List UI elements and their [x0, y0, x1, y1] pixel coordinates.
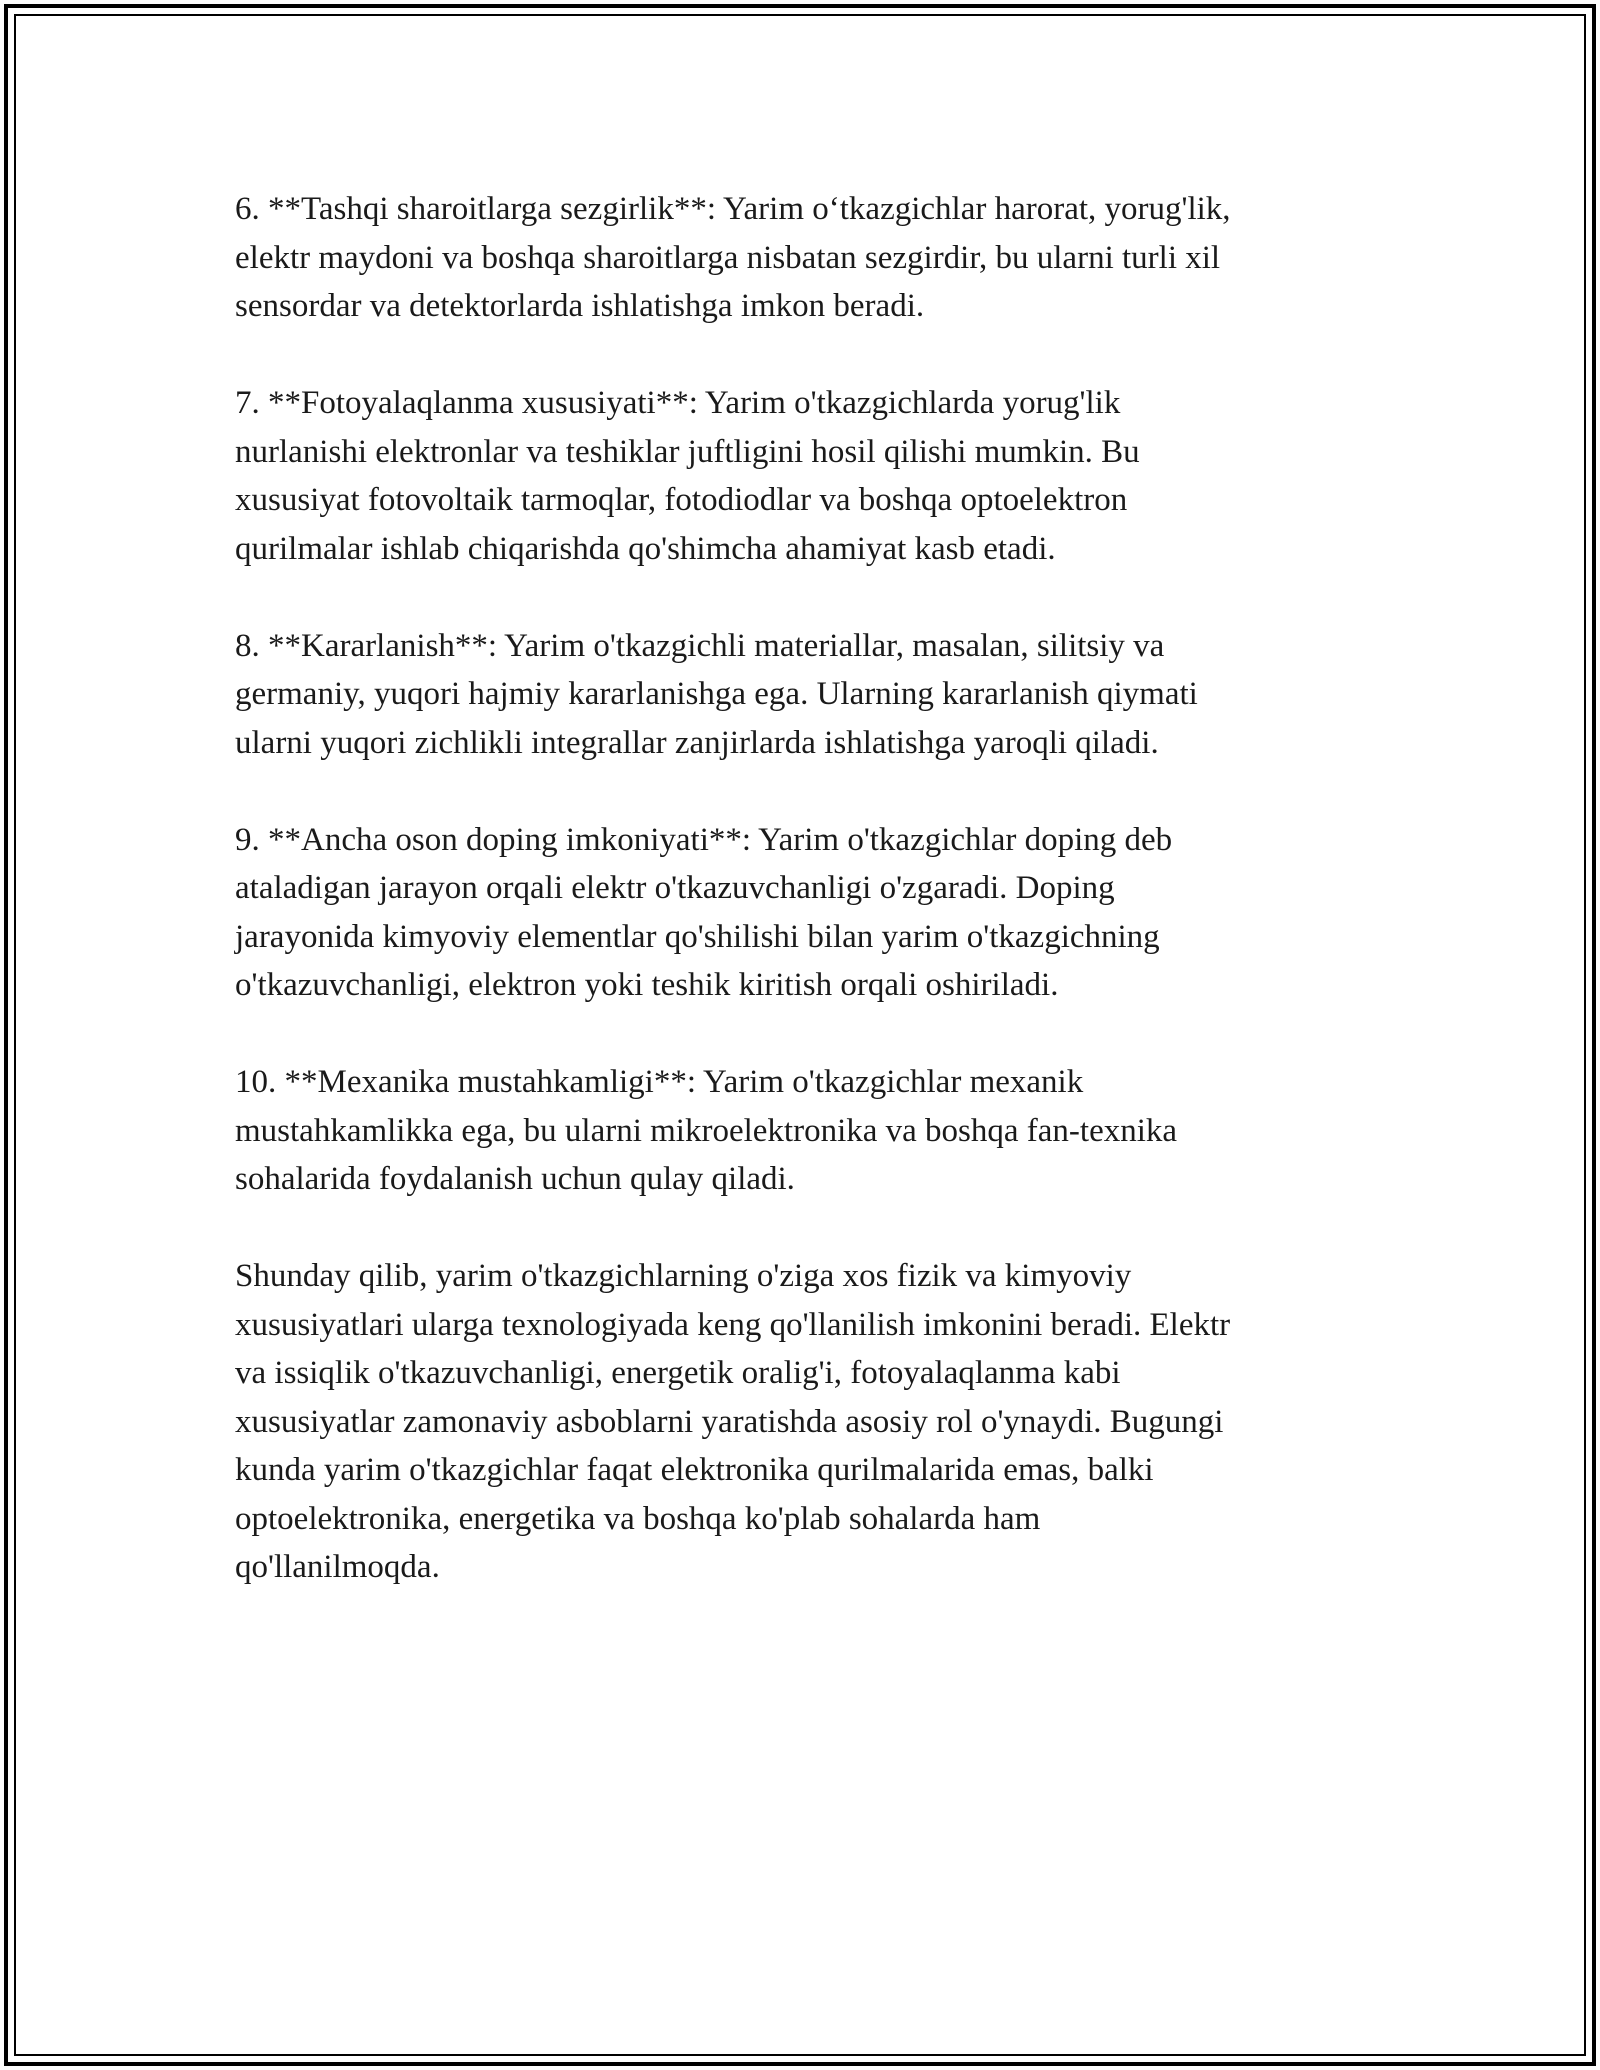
paragraph-conclusion: Shunday qilib, yarim o'tkazgichlarning o'ziga xos fizik va kimyoviy xususiyatlari ularga texnologiyada keng qo'llanilish imkonini beradi. Elektr va issiqlik o'tkazuvchanligi, energetik oralig'i, fotoyalaqlanma kabi xususiyatlar zamonaviy asboblarni yaratishda asosiy rol o'ynaydi. Bugungi kunda yarim o'tkazgichlar faqat elektronika qurilmalarida emas, balki optoelektronika, energetika va boshqa ko'plab sohalarda ham qo'llanilmoqda.	[235, 1258, 1231, 1585]
paragraph-item-8: 8. **Kararlanish**: Yarim o'tkazgichli materiallar, masalan, silitsiy va germaniy, yuqori hajmiy kararlanishga ega. Ularning kararlanish qiymati ularni yuqori zichlikli integrallar zanjirlarda ishlatishga yaroqli qiladi.	[235, 627, 1198, 761]
paragraph-item-9: 9. **Ancha oson doping imkoniyati**: Yarim o'tkazgichlar doping deb ataladigan jarayon orqali elektr o'tkazuvchanligi o'zgaradi. Doping jarayonida kimyoviy elementlar qo'shilishi bilan yarim o'tkazgichning o'tkazuvchanligi, elektron yoki teshik kiritish orqali oshiriladi.	[235, 821, 1173, 1003]
paragraph-item-7: 7. **Fotoyalaqlanma xususiyati**: Yarim o'tkazgichlarda yorug'lik nurlanishi elektronlar va teshiklar juftligini hosil qilishi mumkin. Bu xususiyat fotovoltaik tarmoqlar, fotodiodlar va boshqa optoelektron qurilmalar ishlab chiqarishda qo'shimcha ahamiyat kasb etadi.	[235, 385, 1140, 567]
paragraph-item-6: 6. **Tashqi sharoitlarga sezgirlik**: Yarim o‘tkazgichlar harorat, yorug'lik, elektr maydoni va boshqa sharoitlarga nisbatan sezgirdir, bu ularni turli xil sensordar va detektorlarda ishlatishga imkon beradi.	[235, 191, 1231, 324]
document-body	[235, 185, 1375, 1640]
paragraph-item-10: 10. **Mexanika mustahkamligi**: Yarim o'tkazgichlar mexanik mustahkamlikka ega, bu ularni mikroelektronika va boshqa fan-texnika sohalarida foydalanish uchun qulay qiladi.	[235, 1064, 1178, 1197]
